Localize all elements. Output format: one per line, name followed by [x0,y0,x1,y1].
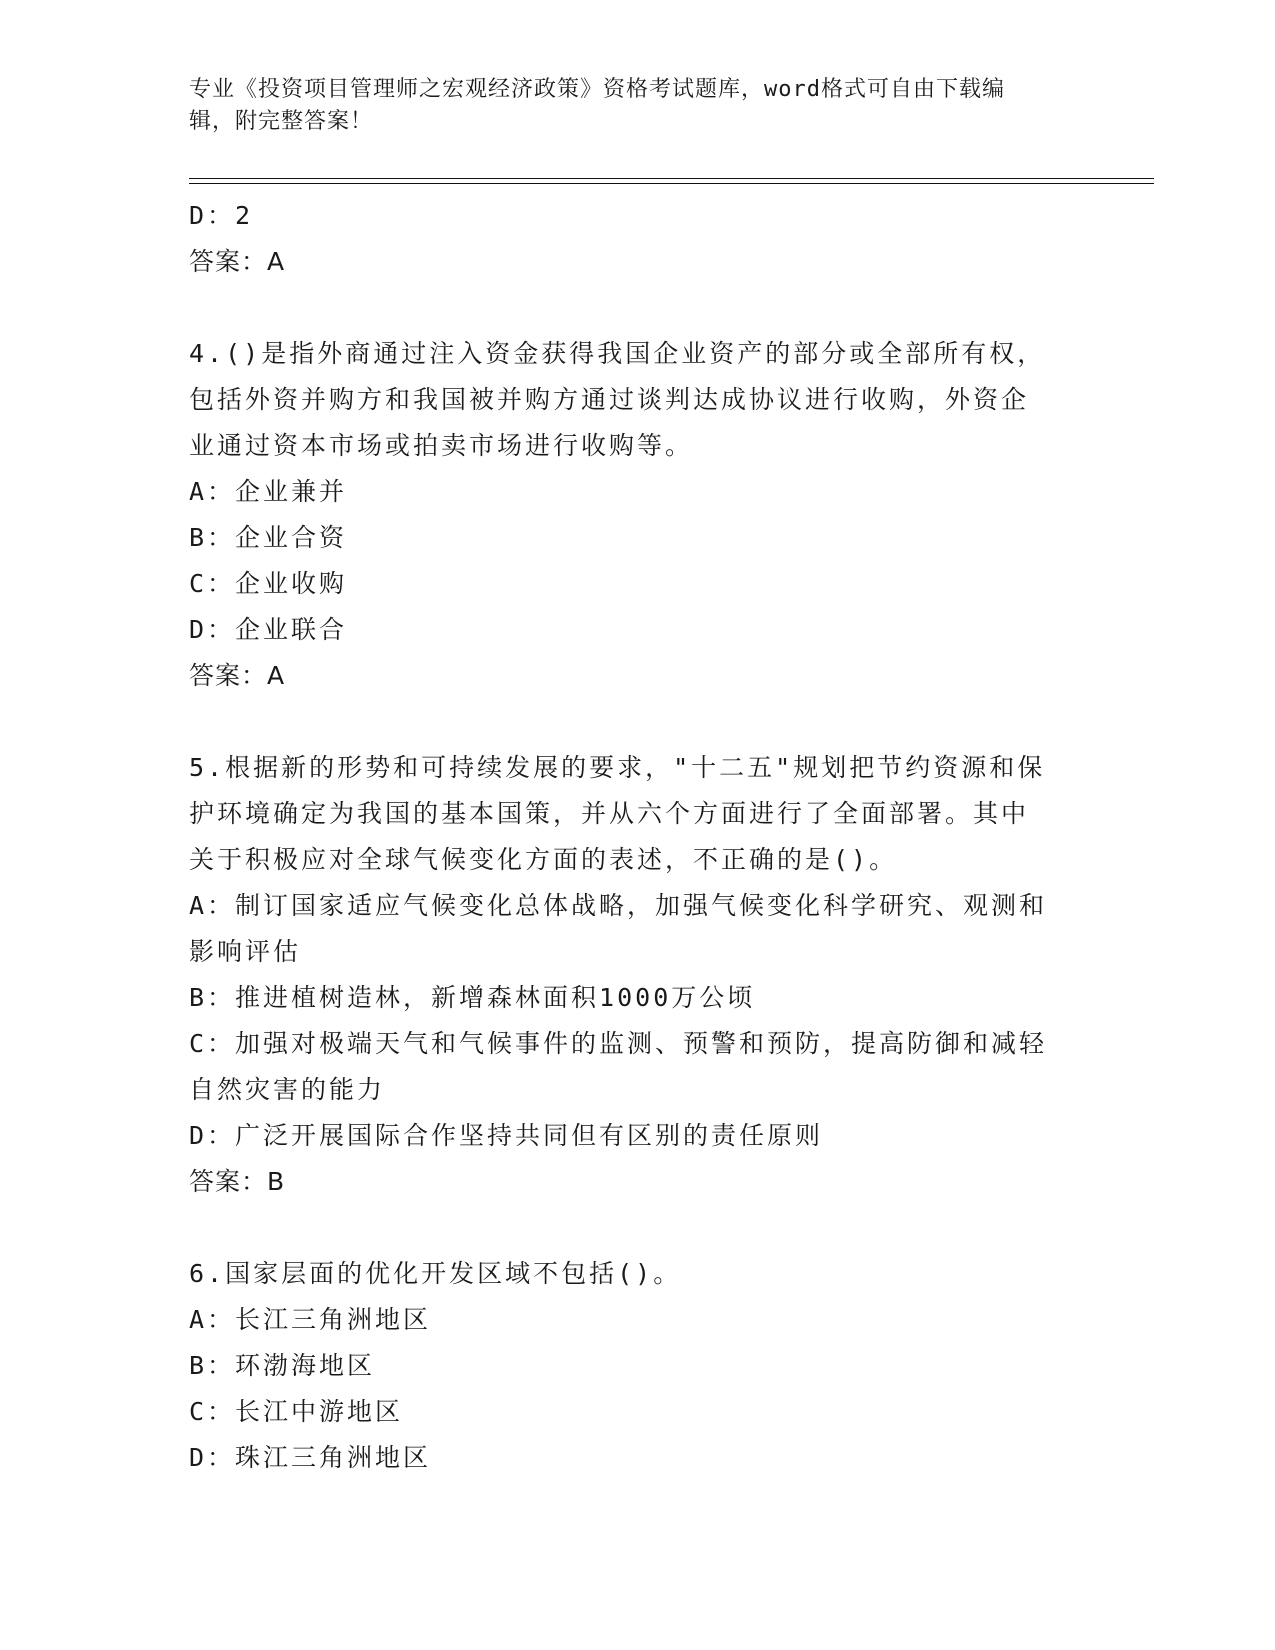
question-stem [189,331,1089,469]
stem-line: 护环境确定为我国的基本国策，并从六个方面进行了全面部署。其中 [189,799,1030,828]
header-line-1: 专业《投资项目管理师之宏观经济政策》资格考试题库，word格式可自由下载编 [189,77,1005,102]
option-a-continued: 影响评估 [189,937,302,966]
option-d: D：广泛开展国际合作坚持共同但有区别的责任原则 [189,1121,824,1150]
question-stem [189,1251,1089,1297]
option-a: A：企业兼并 [189,477,348,506]
answer-line: 答案：A [189,247,286,276]
stem-line: 4.()是指外商通过注入资金获得我国企业资产的部分或全部所有权， [189,339,1046,368]
stem-line: 业通过资本市场或拍卖市场进行收购等。 [189,431,694,460]
previous-question-tail [189,193,1089,285]
option-c-continued: 自然灾害的能力 [189,1075,386,1104]
header-line-2: 辑，附完整答案！ [189,109,374,134]
question-6 [189,1251,1089,1481]
option-d: D：2 [189,201,254,230]
stem-line: 包括外资并购方和我国被并购方通过谈判达成协议进行收购，外资企 [189,385,1030,414]
option-c: C：企业收购 [189,569,348,598]
header-divider-bottom [189,183,1154,184]
option-c: C：长江中游地区 [189,1397,404,1426]
option-d: D：企业联合 [189,615,348,644]
option-d: D：珠江三角洲地区 [189,1443,432,1472]
stem-line: 5.根据新的形势和可持续发展的要求，"十二五"规划把节约资源和保 [189,753,1046,782]
page-header [189,74,1089,138]
answer-line: 答案：A [189,661,286,690]
question-stem [189,745,1089,883]
option-b: B：推进植树造林，新增森林面积1000万公顷 [189,983,756,1012]
question-list [189,193,1089,1481]
stem-line: 6.国家层面的优化开发区域不包括()。 [189,1259,682,1288]
header-divider-top [189,178,1154,179]
stem-line: 关于积极应对全球气候变化方面的表述，不正确的是()。 [189,845,898,874]
answer-line: 答案：B [189,1167,286,1196]
option-b: B：环渤海地区 [189,1351,376,1380]
question-4 [189,331,1089,699]
option-a: A：制订国家适应气候变化总体战略，加强气候变化科学研究、观测和 [189,891,1048,920]
option-b: B：企业合资 [189,523,348,552]
question-5 [189,745,1089,1205]
option-a: A：长江三角洲地区 [189,1305,432,1334]
option-c: C：加强对极端天气和气候事件的监测、预警和预防，提高防御和减轻 [189,1029,1048,1058]
